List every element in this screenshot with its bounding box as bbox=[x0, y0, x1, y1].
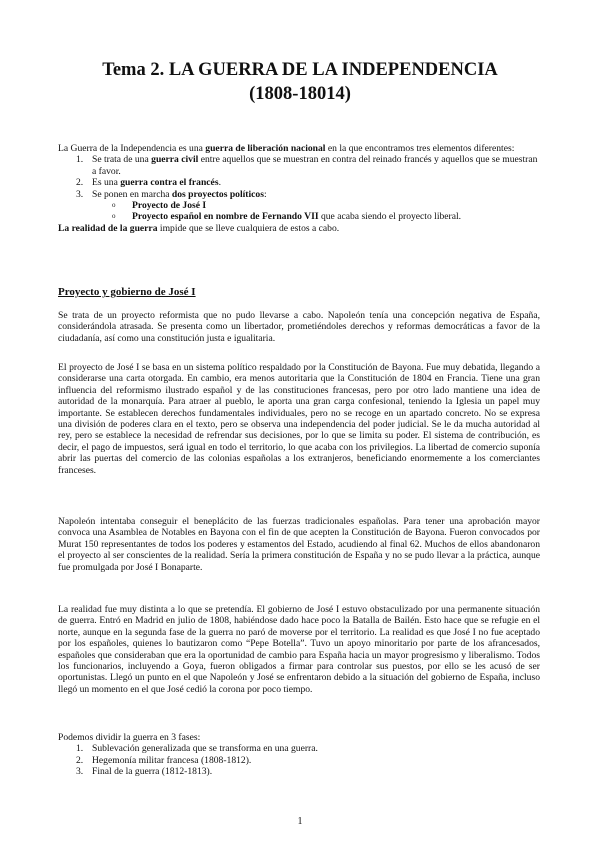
paragraph: Se trata de un proyecto reformista que no pudo llevarse a cabo. Napoleón tenía una concepción negativa de España, considerándola atrasada. Se presenta como un libertador, prometiéndoles derechos y reformas democráticas a favor de la ciudadanía, así como una constitución justa e igualitaria. bbox=[58, 310, 540, 344]
list-item: 1. Sublevación generalizada que se transforma en una guerra. bbox=[76, 743, 318, 755]
title-line-1: Tema 2. LA GUERRA DE LA INDEPENDENCIA bbox=[102, 60, 498, 80]
phases-section bbox=[58, 732, 540, 778]
bullet-icon: o bbox=[112, 212, 116, 221]
list-item: 3. Se ponen en marcha dos proyectos políticos: bbox=[76, 188, 267, 200]
page-number: 1 bbox=[297, 816, 303, 827]
elements-list bbox=[58, 154, 540, 222]
paragraph: Napoleón intentaba conseguir el beneplácito de las fuerzas tradicionales españolas. Para tener una aprobación mayor convoca una Asamblea de Notables en Bayona con el fin de que acepten la Constitución de Bayona. Fueron convocados por Murat 150 representantes de todos los poderes y estamentos del Estado, acudiendo al final 62. Muchos de ellos abandonaron el proyecto al ser conscientes de la realidad. Sería la primera constitución de España y no se pudo llevar a la práctica, aunque fue promulgada por José I Bonaparte. bbox=[58, 516, 540, 573]
page-title bbox=[0, 58, 600, 106]
paragraph: El proyecto de José I se basa en un sistema político respaldado por la Constitución de Bayona. Fue muy debatida, llegando a considerarse una carta otorgada. En cambio, era menos autoritaria que la Constitución de 1804 en Francia. Tiene una gran influencia del reformismo ilustrado español y de las constituciones francesas, pero por otro lado mantiene una idea de autoridad de la monarquía. Para atraer al pueblo, le aporta una gran carga confesional, teniendo la Iglesia un papel muy importante. Se establecen derechos fundamentales individuales, pero no se recoge en un apartado concreto. No se expresa una división de poderes clara en el texto, pero se observa una independencia del poder judicial. Se le da mucha autoridad al rey, pero se establece la necesidad de refrendar sus decisiones, por lo que se limita su poder. El sistema de contribución, es decir, el pago de impuestos, será igual en todo el territorio, lo que acaba con los privilegios. La libertad de comercio suponía abrir las puertas del comercio de las colonias españolas a los extranjeros, beneficiando enormemente a los comerciantes franceses. bbox=[58, 362, 540, 476]
list-item: 2. Es una guerra contra el francés. bbox=[76, 177, 221, 189]
paragraph: La realidad fue muy distinta a lo que se pretendía. El gobierno de José I estuvo obstaculizado por una permanente situación de guerra. Entró en Madrid en julio de 1808, habiéndose dado hace poco la Batalla de Bailén. Esto hace que se refugie en el norte, aunque en la segunda fase de la guerra no paró de moverse por el territorio. La realidad es que José I no fue aceptado por los españoles, quienes lo bautizaron como “Pepe Botella”. Tuvo un apoyo minoritario por parte de los afrancesados, españoles que consideraban que era la oportunidad de cambio para España hacia un mayor progresismo y liberalismo. Todos los funcionarios, incluyendo a Goya, fueron obligados a firmar para controlar sus puestos, por ello se les acusó de ser oportunistas. Llegó un punto en el que Napoleón y José se enfrentaron debido a la situación del gobierno de España, incluso llegó un momento en el que José cedió la corona por poco tiempo. bbox=[58, 604, 540, 695]
title-line-2: (1808-18014) bbox=[249, 84, 351, 104]
bullet-icon: o bbox=[112, 201, 116, 210]
list-item: 1. Se trata de una guerra civil entre aquellos que se muestran en contra del reinado francés y aquellos que se muestran a favor. bbox=[76, 154, 538, 177]
list-item: 2. Hegemonía militar francesa (1808-1812). bbox=[76, 754, 252, 766]
phases-intro: Podemos dividir la guerra en 3 fases: bbox=[58, 732, 201, 743]
list-item: 3. Final de la guerra (1812-1813). bbox=[76, 766, 213, 778]
section-heading: Proyecto y gobierno de José I bbox=[58, 286, 196, 298]
sub-list-item: o Proyecto de José I bbox=[112, 200, 207, 212]
closing-paragraph: La realidad de la guerra impide que se lleve cualquiera de estos a cabo. bbox=[58, 222, 340, 234]
intro-section bbox=[58, 143, 540, 234]
phases-list bbox=[58, 743, 540, 777]
intro-paragraph: La Guerra de la Independencia es una guerra de liberación nacional en la que encontramos tres elementos diferentes: bbox=[58, 143, 515, 154]
sub-list-item: o Proyecto español en nombre de Fernando VII que acaba siendo el proyecto liberal. bbox=[112, 211, 462, 223]
